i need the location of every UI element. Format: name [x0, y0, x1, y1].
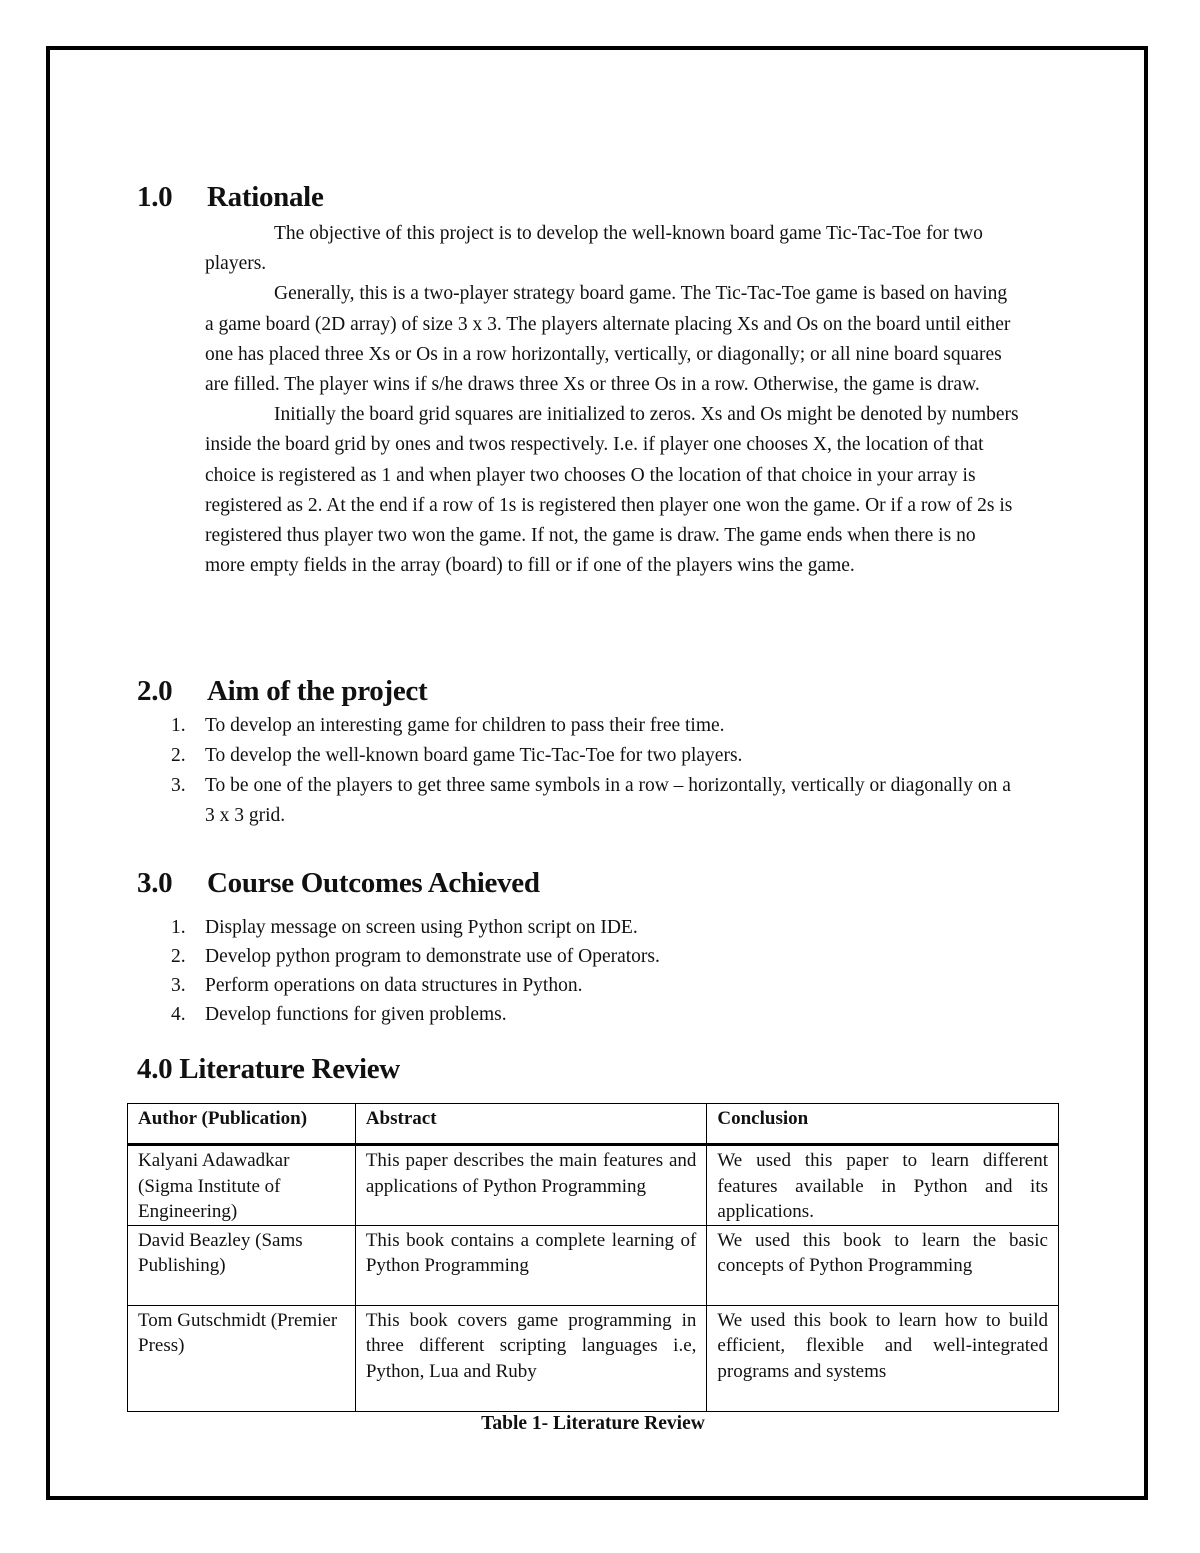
table-cell: Tom Gutschmidt (Premier Press): [128, 1305, 356, 1411]
table-cell: This book contains a complete learning of Python Programming: [355, 1225, 707, 1305]
list-item: 3. To be one of the players to get three same symbols in a row – horizontally, vertically or diagonally on a 3 x 3 grid.: [171, 775, 1011, 826]
literature-review-table: [127, 1103, 1059, 1412]
section-number: 2.0: [137, 675, 173, 707]
paragraph: Generally, this is a two-player strategy board game. The Tic-Tac-Toe game is based on having a game board (2D array) of size 3 x 3. The players alternate placing Xs and Os on the board until either one has placed three Xs or Os in a row horizontally, vertically, or diagonally; or all nine board squares are filled. The player wins if s/he draws three Xs or three Os in a row. Otherwise, the game is draw.: [205, 283, 1011, 396]
section-heading-rationale: [137, 180, 324, 214]
list-item: 1. Display message on screen using Python script on IDE.: [171, 917, 638, 938]
table-cell: Kalyani Adawadkar (Sigma Institute of Engineering): [128, 1145, 356, 1226]
section-heading-literature: [137, 1052, 400, 1086]
section-title: Rationale: [207, 181, 324, 213]
table-header-row: [128, 1104, 1059, 1145]
list-item: 1. To develop an interesting game for children to pass their free time.: [171, 715, 725, 736]
list-item: 3. Perform operations on data structures in Python.: [171, 975, 583, 996]
section-title: Aim of the project: [207, 675, 428, 707]
table-row: [128, 1225, 1059, 1305]
section-heading-outcomes: [137, 866, 540, 900]
section-number: 3.0: [137, 867, 173, 899]
column-header: Author (Publication): [128, 1104, 356, 1145]
table-cell: We used this book to learn the basic concepts of Python Programming: [707, 1225, 1059, 1305]
outcomes-list: [163, 913, 1023, 1029]
list-item: 4. Develop functions for given problems.: [171, 1004, 507, 1025]
table-row: [128, 1145, 1059, 1226]
column-header: Conclusion: [707, 1104, 1059, 1145]
table-caption: Table 1- Literature Review: [481, 1413, 705, 1434]
list-item: 2. To develop the well-known board game Tic-Tac-Toe for two players.: [171, 745, 743, 766]
section-title: 4.0 Literature Review: [137, 1053, 400, 1085]
table-cell: David Beazley (Sams Publishing): [128, 1225, 356, 1305]
list-item: 2. Develop python program to demonstrate use of Operators.: [171, 946, 660, 967]
paragraph: Initially the board grid squares are initialized to zeros. Xs and Os might be denoted by numbers inside the board grid by ones and twos respectively. I.e. if player one chooses X, the location of that choice is registered as 1 and when player two chooses O the location of that choice in your array is registered as 2. At the end if a row of 1s is registered then player one won the game. Or if a row of 2s is registered thus player two won the game. If not, the game is draw. The game ends when there is no more empty fields in the array (board) to fill or if one of the players wins the game.: [205, 404, 1019, 577]
table-cell: This book covers game programming in three different scripting languages i.e, Python, Lua and Ruby: [355, 1305, 707, 1411]
section-heading-aim: [137, 674, 427, 708]
table-cell: We used this paper to learn different features available in Python and its applications.: [707, 1145, 1059, 1226]
table-cell: This paper describes the main features and applications of Python Programming: [355, 1145, 707, 1226]
aim-list: [163, 711, 1023, 831]
table-cell: We used this book to learn how to build efficient, flexible and well-integrated programs and systems: [707, 1305, 1059, 1411]
column-header: Abstract: [355, 1104, 707, 1145]
section-number: 1.0: [137, 181, 173, 213]
table-row: [128, 1305, 1059, 1411]
section-title: Course Outcomes Achieved: [207, 867, 540, 899]
rationale-body: [205, 219, 1020, 581]
paragraph: The objective of this project is to develop the well-known board game Tic-Tac-Toe for two players.: [205, 223, 983, 275]
